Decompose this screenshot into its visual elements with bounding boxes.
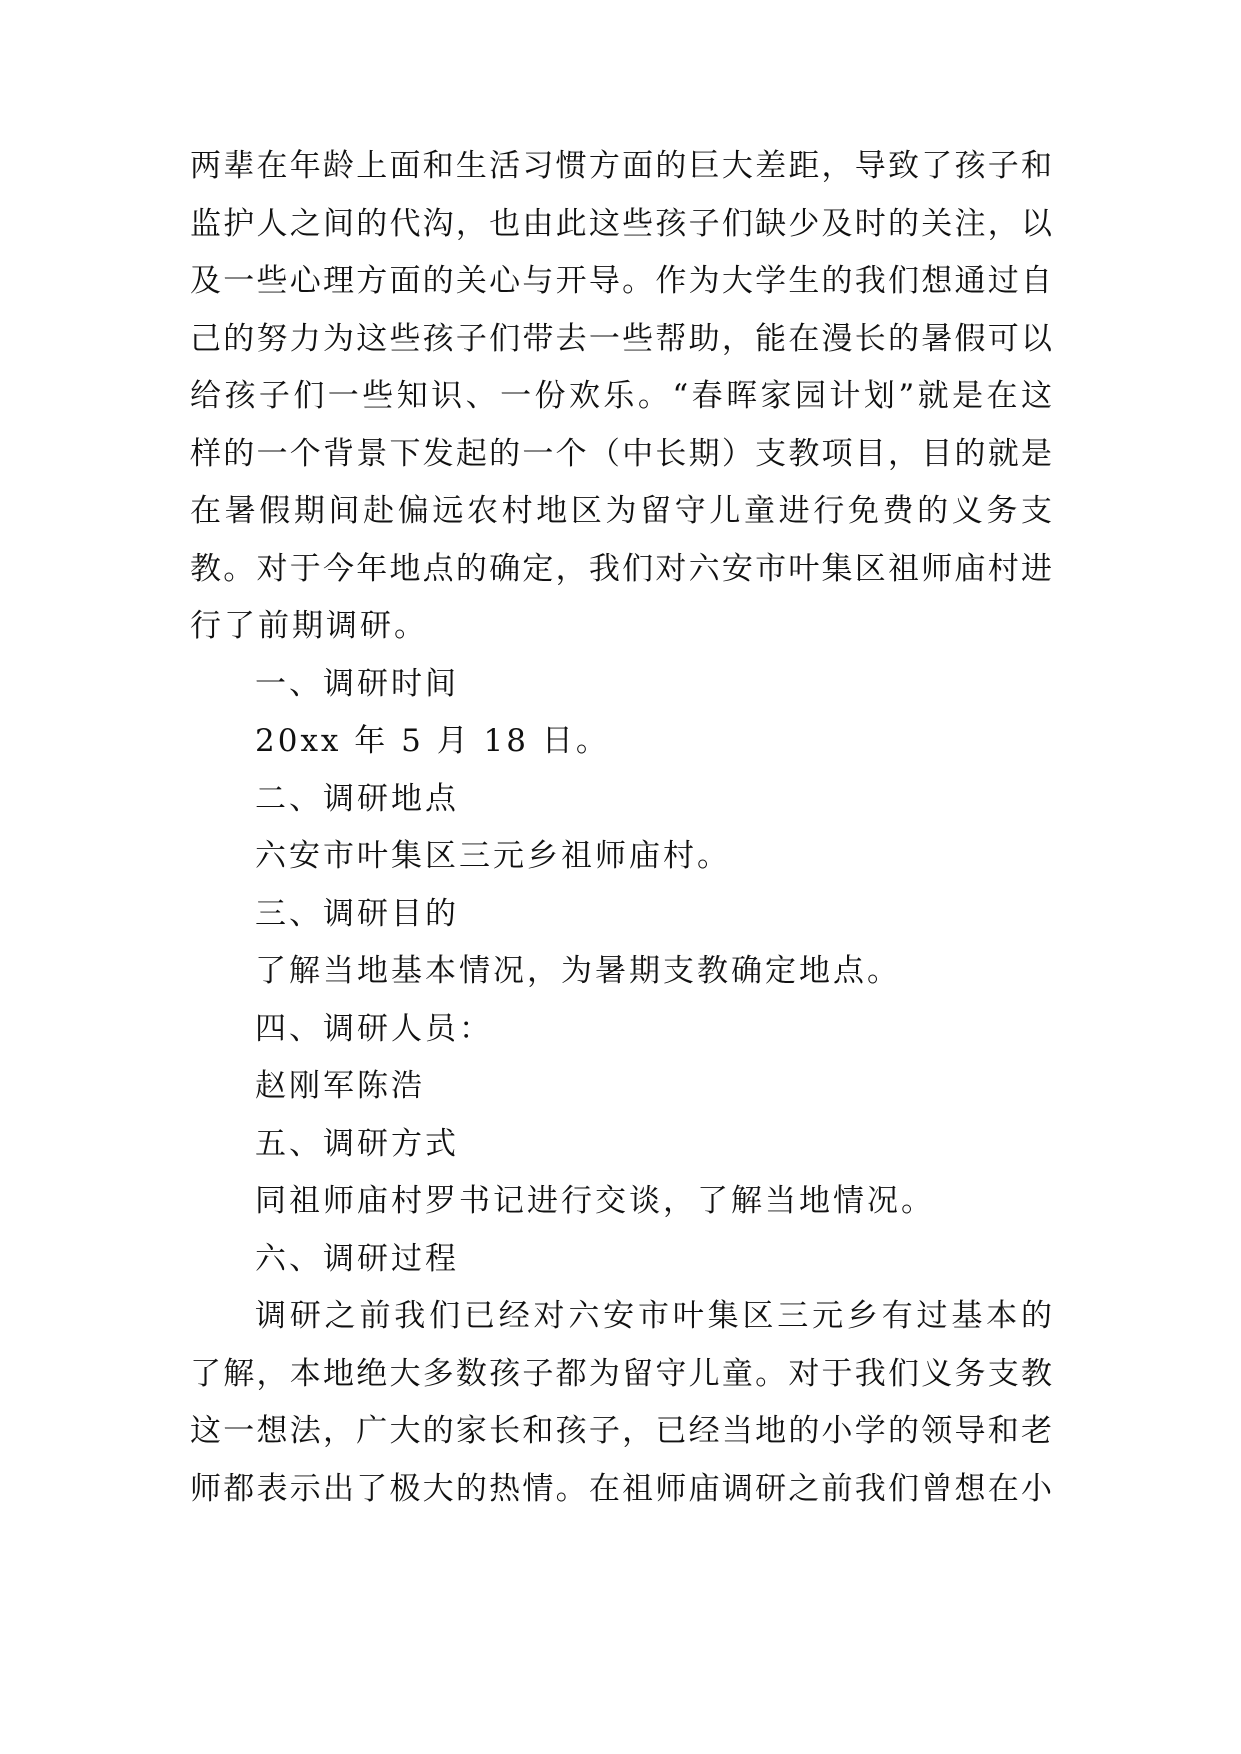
body-text-line: 及一些心理方面的关心与开导。作为大学生的我们想通过自 [190, 263, 1052, 299]
body-text-line: 两辈在年龄上面和生活习惯方面的巨大差距，导致了孩子和 [190, 148, 1052, 184]
section-text: 了解当地基本情况，为暑期支教确定地点。 [255, 953, 901, 989]
body-text-line: 这一想法，广大的家长和孩子，已经当地的小学的领导和老 [190, 1413, 1052, 1449]
body-text-line: 监护人之间的代沟，也由此这些孩子们缺少及时的关注，以 [190, 206, 1052, 242]
body-text-line: 样的一个背景下发起的一个（中长期）支教项目，目的就是 [190, 436, 1052, 472]
body-text-line: 行了前期调研。 [190, 608, 428, 644]
section-text: 同祖师庙村罗书记进行交谈，了解当地情况。 [255, 1183, 935, 1219]
body-text-line: 了解，本地绝大多数孩子都为留守儿童。对于我们义务支教 [190, 1356, 1052, 1392]
section-heading: 四、调研人员： [255, 1011, 493, 1047]
body-text-line: 师都表示出了极大的热情。在祖师庙调研之前我们曾想在小 [190, 1471, 1052, 1507]
body-text-line: 教。对于今年地点的确定，我们对六安市叶集区祖师庙村进 [190, 551, 1052, 587]
body-text-line: 调研之前我们已经对六安市叶集区三元乡有过基本的 [255, 1298, 1052, 1334]
section-text: 六安市叶集区三元乡祖师庙村。 [255, 838, 731, 874]
section-heading: 一、调研时间 [255, 666, 459, 702]
section-heading: 二、调研地点 [255, 781, 459, 817]
section-text: 赵刚军陈浩 [255, 1068, 425, 1104]
section-heading: 三、调研目的 [255, 896, 459, 932]
body-text-line: 给孩子们一些知识、一份欢乐。“春晖家园计划”就是在这 [190, 378, 1052, 414]
body-text-line: 己的努力为这些孩子们带去一些帮助，能在漫长的暑假可以 [190, 321, 1052, 357]
section-text: 20xx 年 5 月 18 日。 [255, 723, 610, 759]
section-heading: 六、调研过程 [255, 1241, 459, 1277]
body-text-line: 在暑假期间赴偏远农村地区为留守儿童进行免费的义务支 [190, 493, 1052, 529]
section-heading: 五、调研方式 [255, 1126, 459, 1162]
